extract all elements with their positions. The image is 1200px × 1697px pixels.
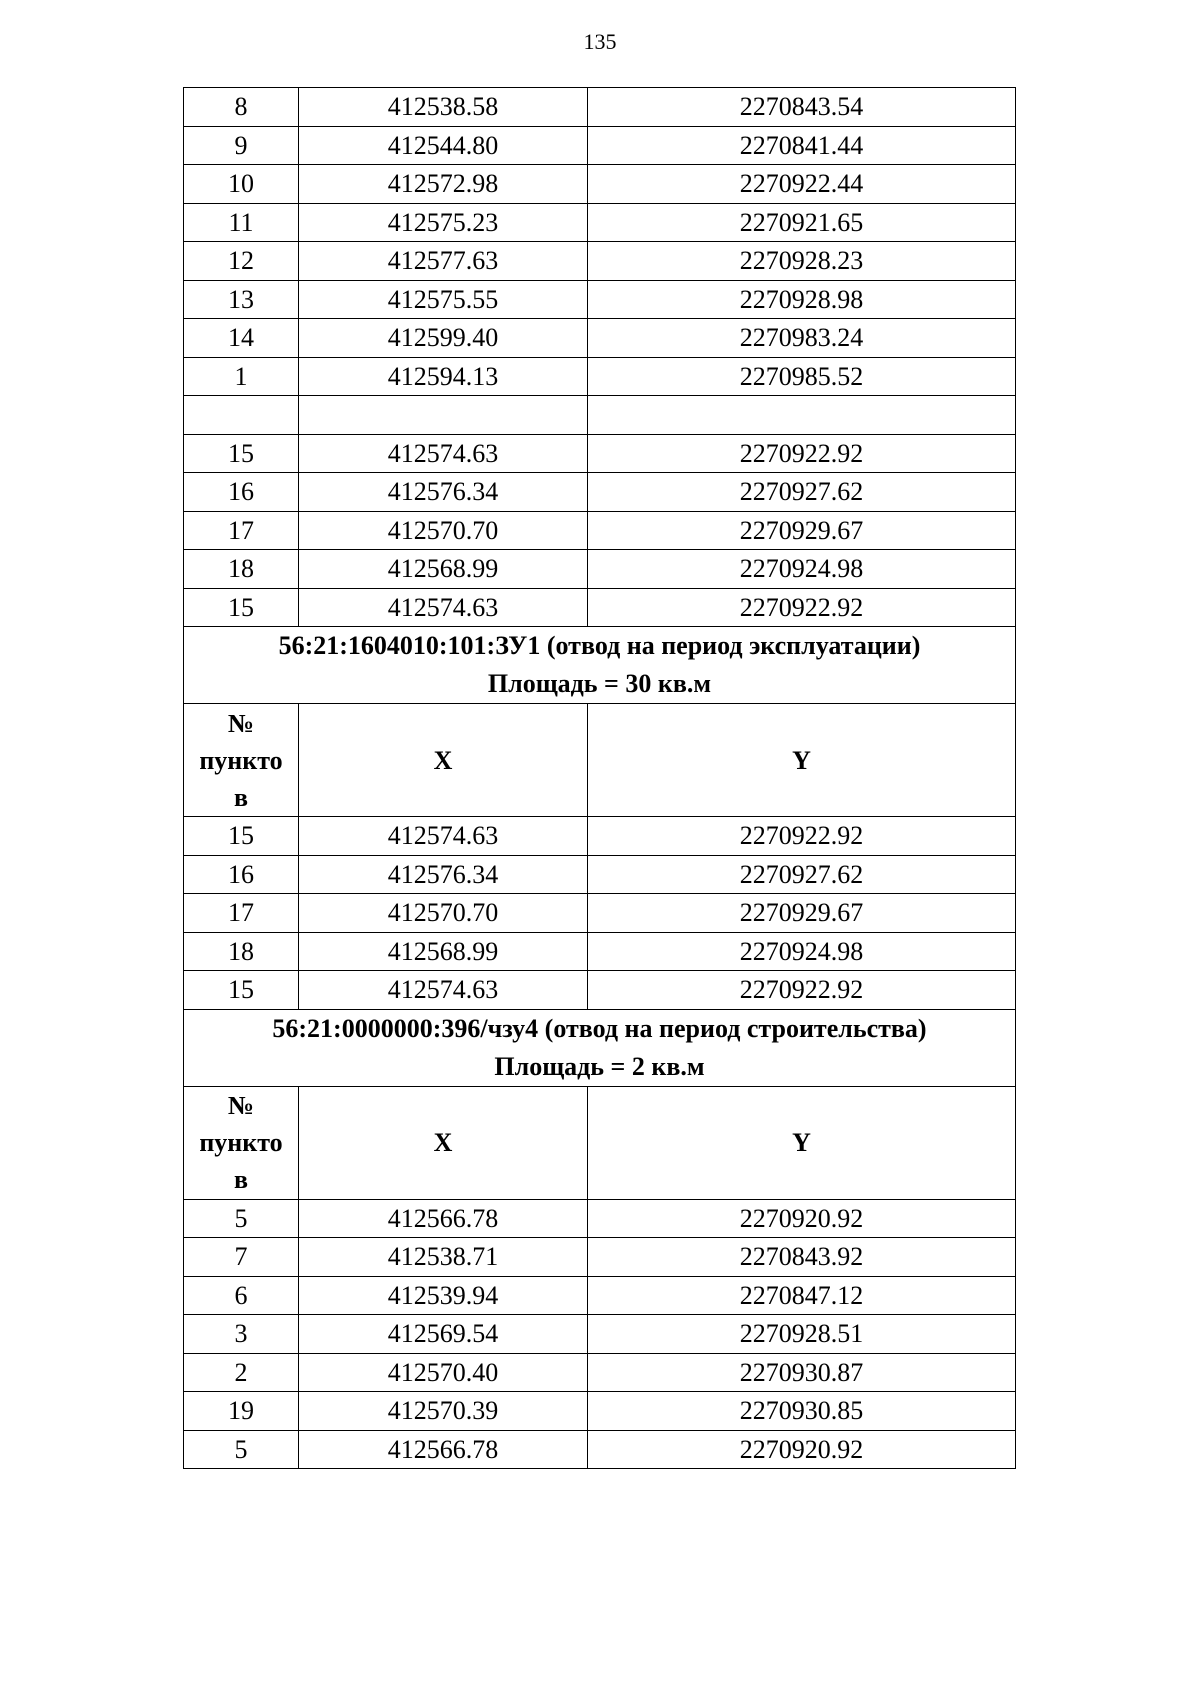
section-heading [184, 627, 1016, 704]
point-number-cell: 16 [184, 473, 299, 512]
table-row [184, 165, 1016, 204]
page-number: 135 [583, 29, 617, 54]
point-number-header-line: в [233, 782, 249, 812]
x-coordinate-cell: 412538.58 [299, 88, 588, 127]
x-coordinate-cell: 412544.80 [299, 126, 588, 165]
table-row [184, 1199, 1016, 1238]
point-number-cell: 5 [184, 1430, 299, 1469]
x-coordinate-cell: 412576.34 [299, 855, 588, 894]
x-coordinate-cell: 412574.63 [299, 434, 588, 473]
column-header-row [184, 704, 1016, 817]
point-number-cell: 16 [184, 855, 299, 894]
point-number-cell: 19 [184, 1392, 299, 1431]
table-row [184, 203, 1016, 242]
x-coordinate-cell: 412572.98 [299, 165, 588, 204]
y-coordinate-cell: 2270927.62 [588, 855, 1016, 894]
point-number-cell: 11 [184, 203, 299, 242]
y-coordinate-cell: 2270922.92 [588, 817, 1016, 856]
x-coordinate-cell: 412538.71 [299, 1238, 588, 1277]
point-number-cell: 17 [184, 511, 299, 550]
y-coordinate-cell: 2270930.85 [588, 1392, 1016, 1431]
x-coordinate-cell: 412539.94 [299, 1276, 588, 1315]
point-number-cell: 5 [184, 1199, 299, 1238]
x-column-header: X [299, 704, 588, 817]
y-coordinate-cell: 2270930.87 [588, 1353, 1016, 1392]
table-row [184, 242, 1016, 281]
y-coordinate-cell: 2270924.98 [588, 932, 1016, 971]
y-coordinate-cell: 2270922.44 [588, 165, 1016, 204]
x-coordinate-cell: 412570.40 [299, 1353, 588, 1392]
x-coordinate-cell: 412570.70 [299, 894, 588, 933]
section-heading-row [184, 1009, 1016, 1086]
y-column-header: Y [588, 1086, 1016, 1199]
point-number-cell: 13 [184, 280, 299, 319]
point-number-cell: 2 [184, 1353, 299, 1392]
x-coordinate-cell: 412575.55 [299, 280, 588, 319]
parcel-area: Площадь = 2 кв.м [494, 1051, 705, 1081]
point-number-cell: 15 [184, 588, 299, 627]
y-coordinate-cell: 2270927.62 [588, 473, 1016, 512]
section-heading [184, 1009, 1016, 1086]
y-coordinate-cell: 2270921.65 [588, 203, 1016, 242]
table-row [184, 855, 1016, 894]
table-row [184, 1238, 1016, 1277]
table-row [184, 817, 1016, 856]
point-number-header-line: пункто [199, 745, 283, 775]
y-coordinate-cell: 2270985.52 [588, 357, 1016, 396]
x-coordinate-cell [299, 396, 588, 435]
coordinates-table [183, 87, 1016, 1469]
y-coordinate-cell: 2270920.92 [588, 1430, 1016, 1469]
x-coordinate-cell: 412574.63 [299, 588, 588, 627]
table-row [184, 1430, 1016, 1469]
point-number-header [184, 704, 299, 817]
x-coordinate-cell: 412566.78 [299, 1199, 588, 1238]
table-row [184, 1392, 1016, 1431]
table-row [184, 588, 1016, 627]
point-number-cell: 7 [184, 1238, 299, 1277]
point-number-header-line: № [227, 708, 255, 738]
table-row [184, 1353, 1016, 1392]
y-coordinate-cell: 2270928.23 [588, 242, 1016, 281]
table-row [184, 511, 1016, 550]
section-heading-row [184, 627, 1016, 704]
point-number-header-line: пункто [199, 1128, 283, 1157]
point-number-cell: 1 [184, 357, 299, 396]
point-number-cell: 15 [184, 971, 299, 1010]
x-coordinate-cell: 412568.99 [299, 550, 588, 589]
point-number-cell: 8 [184, 88, 299, 127]
table-row [184, 357, 1016, 396]
y-coordinate-cell: 2270847.12 [588, 1276, 1016, 1315]
x-column-header: X [299, 1086, 588, 1199]
point-number-cell: 17 [184, 894, 299, 933]
y-coordinate-cell: 2270922.92 [588, 434, 1016, 473]
y-coordinate-cell: 2270922.92 [588, 588, 1016, 627]
table-row [184, 319, 1016, 358]
y-coordinate-cell: 2270983.24 [588, 319, 1016, 358]
table-row [184, 126, 1016, 165]
y-coordinate-cell: 2270920.92 [588, 1199, 1016, 1238]
y-coordinate-cell: 2270928.98 [588, 280, 1016, 319]
table-row [184, 971, 1016, 1010]
point-number-cell [184, 396, 299, 435]
y-coordinate-cell: 2270924.98 [588, 550, 1016, 589]
x-coordinate-cell: 412569.54 [299, 1315, 588, 1354]
point-number-cell: 9 [184, 126, 299, 165]
table-row [184, 1315, 1016, 1354]
table-row [184, 434, 1016, 473]
point-number-header-line: в [233, 1165, 249, 1194]
x-coordinate-cell: 412574.63 [299, 971, 588, 1010]
point-number-header [184, 1086, 299, 1199]
point-number-cell: 14 [184, 319, 299, 358]
y-coordinate-cell: 2270922.92 [588, 971, 1016, 1010]
column-header-row [184, 1086, 1016, 1199]
y-coordinate-cell: 2270843.92 [588, 1238, 1016, 1277]
table-row [184, 894, 1016, 933]
x-coordinate-cell: 412599.40 [299, 319, 588, 358]
point-number-cell: 10 [184, 165, 299, 204]
y-coordinate-cell: 2270929.67 [588, 894, 1016, 933]
y-coordinate-cell: 2270843.54 [588, 88, 1016, 127]
table-row [184, 1276, 1016, 1315]
x-coordinate-cell: 412576.34 [299, 473, 588, 512]
point-number-cell: 3 [184, 1315, 299, 1354]
table-row [184, 473, 1016, 512]
table-row [184, 932, 1016, 971]
y-coordinate-cell: 2270928.51 [588, 1315, 1016, 1354]
y-coordinate-cell [588, 396, 1016, 435]
x-coordinate-cell: 412566.78 [299, 1430, 588, 1469]
parcel-area: Площадь = 30 кв.м [487, 669, 712, 698]
table-row [184, 396, 1016, 435]
x-coordinate-cell: 412594.13 [299, 357, 588, 396]
parcel-title: 56:21:1604010:101:ЗУ1 (отвод на период эксплуатации) [278, 631, 921, 660]
point-number-cell: 18 [184, 932, 299, 971]
table-row [184, 280, 1016, 319]
y-coordinate-cell: 2270929.67 [588, 511, 1016, 550]
parcel-title: 56:21:0000000:396/чзу4 (отвод на период строительства) [272, 1013, 927, 1043]
point-number-cell: 15 [184, 817, 299, 856]
table-row [184, 550, 1016, 589]
x-coordinate-cell: 412570.39 [299, 1392, 588, 1431]
y-coordinate-cell: 2270841.44 [588, 126, 1016, 165]
x-coordinate-cell: 412574.63 [299, 817, 588, 856]
y-column-header: Y [588, 704, 1016, 817]
x-coordinate-cell: 412570.70 [299, 511, 588, 550]
point-number-cell: 12 [184, 242, 299, 281]
point-number-cell: 18 [184, 550, 299, 589]
point-number-header-line: № [227, 1091, 255, 1120]
table-row [184, 88, 1016, 127]
x-coordinate-cell: 412575.23 [299, 203, 588, 242]
x-coordinate-cell: 412568.99 [299, 932, 588, 971]
point-number-cell: 15 [184, 434, 299, 473]
point-number-cell: 6 [184, 1276, 299, 1315]
x-coordinate-cell: 412577.63 [299, 242, 588, 281]
